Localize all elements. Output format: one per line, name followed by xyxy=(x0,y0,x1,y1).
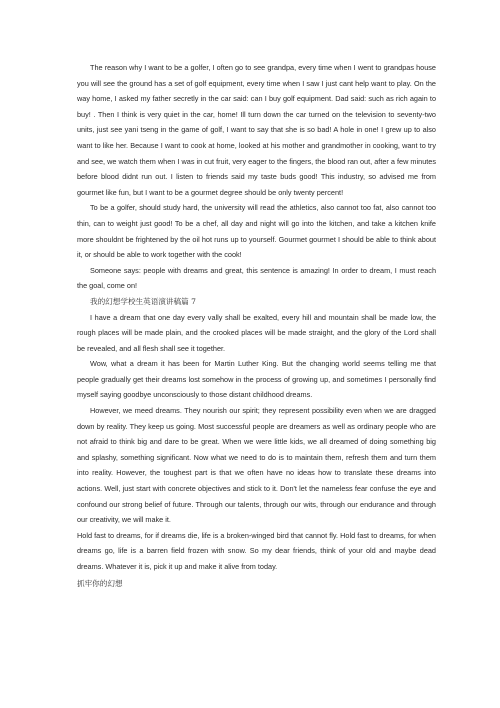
paragraph-martin-luther-king: Wow, what a dream it has been for Martin Luther King. But the changing world seems telling me that people gradually get their dreams lost somehow in the process of growing up, and sometimes I personally find myself saying goodbye unconsciously to those distant childhood dreams. xyxy=(77,359,436,400)
paragraph-hold-fast: Hold fast to dreams, for if dreams die, life is a broken-winged bird that cannot fly. Hold fast to dreams, for when dreams go, life is a barren field frozen with snow. So my dear friends, think of your old and maybe dead dreams. Whatever it is, pick it up and make it alive from today. xyxy=(77,530,436,571)
document-body xyxy=(77,60,436,591)
paragraph-golfer-plan: To be a golfer, should study hard, the university will read the athletics, also cannot too fat, also cannot too thin, can to weight just good! To be a chef, all day and night will go into the kitchen, and take a kitchen knife more shouldnt be frightened by the oil hot runs up to yourself. Gourmet gourmet I should be able to think about it, or should be able to work together with the cook! xyxy=(77,203,436,260)
paragraph-i-have-a-dream: I have a dream that one day every vally shall be exalted, every hill and mountain shall be made low, the rough places will be made plain, and the crooked places will be made straight, and the glory of the Lord shall be revealed, and all flesh shall see it together. xyxy=(77,312,436,353)
section-heading-hold-your-dream: 抓牢你的幻想 xyxy=(77,578,123,588)
paragraph-we-need-dreams: However, we meed dreams. They nourish our spirit; they represent possibility even when we are dragged down by reality. They keep us going. Most successful people are dreamers as well as ordinary people who are not afraid to think big and dare to be great. When we were little kids, we all dreamed of doing something big and splashy, something significant. Now what we need to do is to maintain them, refresh them and turn them into reality. However, the toughest part is that we often have no ideas how to translate these dreams into actions. Well, just start with concrete objectives and stick to it. Don't let the nameless fear confuse the eye and confound our strong belief of future. Through our talents, through our wits, through our endurance and through our creativity, we will make it. xyxy=(77,406,436,525)
paragraph-dream-goal: Someone says: people with dreams and great, this sentence is amazing! In order to dream, I must reach the goal, come on! xyxy=(77,265,436,291)
paragraph-golfer-reason: The reason why I want to be a golfer, I often go to see grandpa, every time when I went to grandpas house you will see the ground has a set of golf equipment, every time when I saw I just cant help want to play. On the way home, I asked my father secretly in the car said: can I buy golf equipment. Dad said: such as rich again to buy! . Then I think is very quiet in the car, home! Ill turn down the car turned on the television to seventy-two units, just see yani tseng in the game of golf, I want to say that she is so bad! A hole in one! I grew up to also want to like her. Because I want to cook at home, looked at his mother and grandmother in cooking, want to try and see, we watch them when I was in cut fruit, very eager to the fingers, the blood ran out, after a few minutes before blood didnt run out. I listen to friends said my taste buds good! This industry, so advised me from gourmet like fun, but I want to be a gourmet degree should be only twenty percent! xyxy=(77,63,436,197)
section-heading-speech-7: 我的幻想学校生英语演讲稿篇 7 xyxy=(90,296,196,306)
